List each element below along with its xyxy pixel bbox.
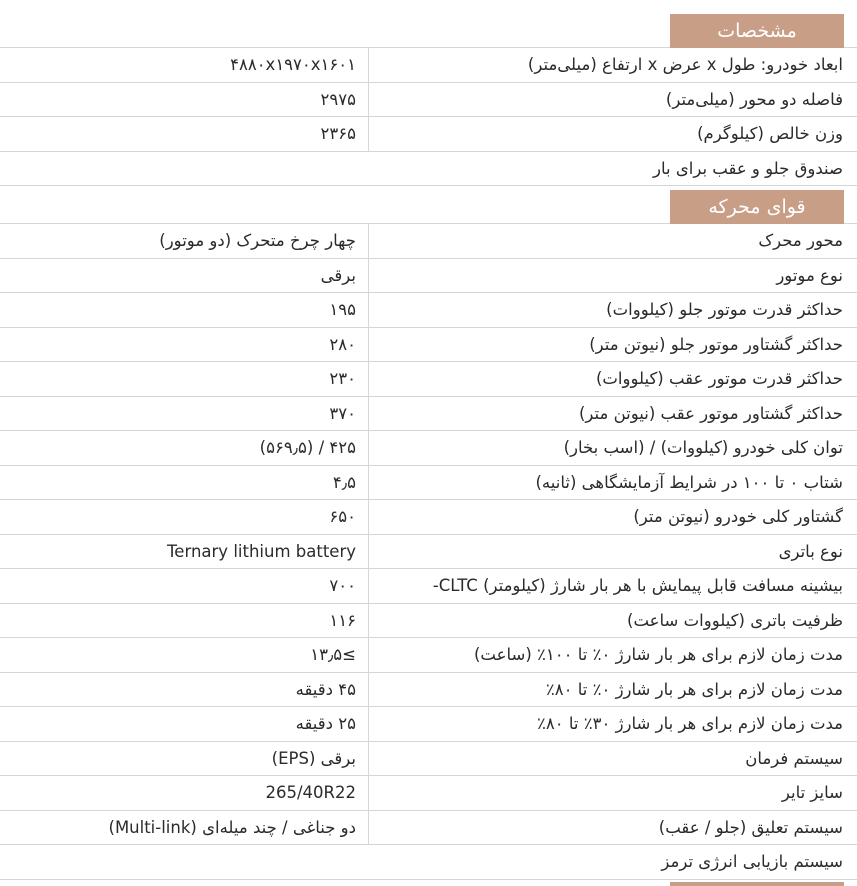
- table-row: [0, 48, 857, 83]
- spec-value: برقی: [320, 265, 356, 285]
- spec-label: مدت زمان لازم برای هر بار شارژ ۰٪ تا ۸۰٪: [368, 673, 857, 707]
- section-header-powertrain: [0, 186, 857, 224]
- spec-value: ۲۳۰: [329, 369, 356, 388]
- table-row: [0, 673, 857, 708]
- spec-value: برقی (EPS): [271, 748, 356, 768]
- table-row: [0, 638, 857, 673]
- table-row: [0, 707, 857, 742]
- spec-label: مدت زمان لازم برای هر بار شارژ ۳۰٪ تا ۸۰٪: [368, 707, 857, 741]
- spec-label: حداکثر قدرت موتور عقب (کیلووات): [368, 362, 857, 396]
- spec-value: Ternary lithium battery: [167, 541, 356, 561]
- spec-value: چهار چرخ متحرک (دو موتور): [159, 231, 356, 250]
- table-row: [0, 535, 857, 570]
- table-row: [0, 117, 857, 152]
- table-row: [0, 604, 857, 639]
- section-header-specs: [0, 0, 857, 48]
- table-row: [0, 811, 857, 846]
- next-section-stub: [0, 880, 857, 886]
- table-row: [0, 466, 857, 501]
- table-row: [0, 776, 857, 811]
- spec-label: سیستم فرمان: [368, 742, 857, 776]
- spec-label: مدت زمان لازم برای هر بار شارژ ۰٪ تا ۱۰۰٪ (ساعت): [368, 638, 857, 672]
- spec-label: فاصله دو محور (میلی‌متر): [368, 83, 857, 117]
- spec-label: نوع موتور: [368, 259, 857, 293]
- spec-label: سیستم بازیابی انرژی ترمز: [661, 852, 843, 871]
- spec-value: دو جناغی / چند میله‌ای (Multi-link): [108, 817, 356, 837]
- spec-value: ۴۵ دقیقه: [295, 679, 356, 699]
- table-row: [0, 569, 857, 604]
- spec-label: بیشینه مسافت قابل پیمایش با هر بار شارژ (کیلومتر) CLTC-: [368, 569, 857, 603]
- spec-label: حداکثر گشتاور موتور عقب (نیوتن متر): [368, 397, 857, 431]
- spec-value: ۲۸۰: [329, 334, 356, 354]
- spec-value: ۷۰۰: [329, 576, 356, 595]
- spec-label: وزن خالص (کیلوگرم): [368, 117, 857, 151]
- section-badge-stub: [670, 882, 844, 886]
- spec-label: حداکثر گشتاور موتور جلو (نیوتن متر): [368, 328, 857, 362]
- spec-label: ابعاد خودرو: طول x عرض x ارتفاع (میلی‌متر): [368, 48, 857, 82]
- spec-value: ۳۷۰: [329, 403, 356, 423]
- table-row: [0, 742, 857, 777]
- spec-label: نوع باتری: [368, 535, 857, 569]
- spec-label: صندوق جلو و عقب برای بار: [653, 158, 843, 178]
- spec-label: محور محرک: [368, 224, 857, 258]
- spec-value: ۱۱۶: [329, 610, 356, 630]
- spec-value: ۴۸۸۰x۱۹۷۰x۱۶۰۱: [230, 55, 356, 74]
- table-row: [0, 362, 857, 397]
- table-row: [0, 500, 857, 535]
- table-row: [0, 152, 857, 187]
- table-row: [0, 293, 857, 328]
- spec-label: ظرفیت باتری (کیلووات ساعت): [368, 604, 857, 638]
- spec-value: ۲۵ دقیقه: [295, 714, 356, 733]
- spec-value: ≥۱۳٫۵: [310, 645, 356, 664]
- spec-label: حداکثر قدرت موتور جلو (کیلووات): [368, 293, 857, 327]
- table-row: [0, 224, 857, 259]
- spec-value: ۱۹۵: [329, 300, 356, 319]
- spec-value: ۴٫۵: [332, 472, 356, 492]
- spec-value: ۲۹۷۵: [320, 89, 356, 109]
- table-row: [0, 845, 857, 880]
- table-row: [0, 328, 857, 363]
- section-title: مشخصات: [670, 14, 844, 48]
- spec-label: توان کلی خودرو (کیلووات) / (اسب بخار): [368, 431, 857, 465]
- section-title: قوای محرکه: [670, 190, 844, 224]
- table-row: [0, 397, 857, 432]
- spec-label: سایز تایر: [368, 776, 857, 810]
- spec-value: 265/40R22: [265, 783, 356, 802]
- spec-label: سیستم تعلیق (جلو / عقب): [368, 811, 857, 845]
- table-row: [0, 431, 857, 466]
- table-row: [0, 259, 857, 294]
- table-row: [0, 83, 857, 118]
- spec-label: گشتاور کلی خودرو (نیوتن متر): [368, 500, 857, 534]
- spec-value: ۴۲۵ / (۵۶۹٫۵): [259, 438, 356, 457]
- spec-value: ۶۵۰: [329, 507, 356, 526]
- spec-value: ۲۳۶۵: [320, 124, 356, 143]
- spec-label: شتاب ۰ تا ۱۰۰ در شرایط آزمایشگاهی (ثانیه): [368, 466, 857, 500]
